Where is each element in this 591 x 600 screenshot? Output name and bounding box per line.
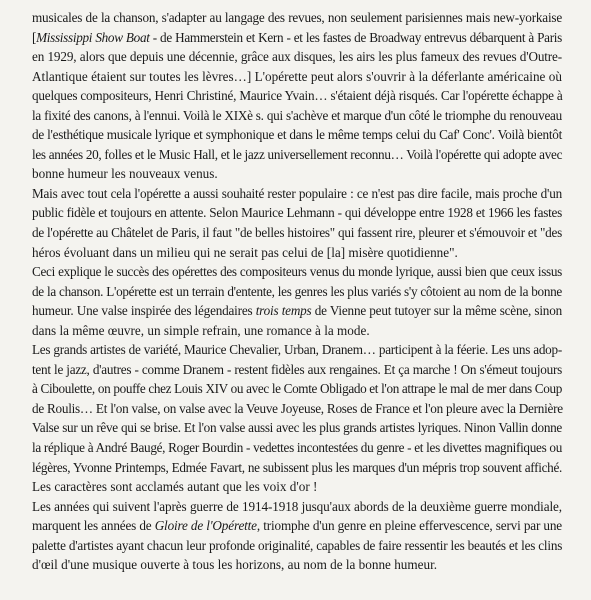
text-line: la fixité des canons, à l'ennui. Voilà le XIXè s. qui s'achève et marque d'un côté le triomphe du renouveau [32,107,562,123]
text-line: musicales de la chanson, s'adapter au langage des revues, non seulement parisiennes mais new-yorkaise [32,10,562,25]
text-line: tent le jazz, d'autres - comme Dranem - restent fidèles aux rengaines. Et ça marche ! On s'émeut toujours [32,361,562,377]
text-line: la réplique à André Baugé, Roger Bourdin - vedettes incontestées du genre - et les divettes magnifiques ou [32,440,562,456]
text-segment: marquent les années de [32,518,155,534]
text-line: d'œil d'une musique ouverte à tous les horizons, au nom de la bonne humeur. [32,557,438,573]
text-line: de Roulis… Et l'on valse, on valse avec la Veuve Joyeuse, Roses de France et l'on pleure avec la Dernière [32,400,563,416]
body-text [32,8,562,575]
text-line: de l'opérette au Châtelet de Paris, il faut "de belles histoires" qui fassent rire, pleurer et s'émouvoir et "des [32,225,562,241]
text-line: public fidèle et toujours en attente. Selon Maurice Lehmann - qui développe entre 1928 et 1966 les fastes [32,205,562,221]
text-line: à Ciboulette, on pouffe chez Louis XIV ou avec le Comte Obligado et l'on attrape le mal de mer dans Coup [32,381,562,397]
text-line: Les années qui suivent l'après guerre de 1914-1918 jusqu'aux abords de la deuxième guerre mondiale, [32,498,562,514]
italic-title: trois temps [255,303,312,319]
text-segment: humeur. Une valse inspirée des légendaires [32,303,256,319]
text-line: les années 20, folles et le Music Hall, et le jazz universellement reconnu… Voilà l'opérette qui adopte avec [32,146,563,162]
text-line: Les caractères sont acclamés autant que les voix d'or ! [32,479,318,495]
text-line: Mais avec tout cela l'opérette a aussi souhaité rester populaire : ce n'est pas dire facile, mais proche d'un [32,185,562,201]
text-line: héros évoluant dans un milieu qui ne serait pas celui de [la] misère quotidienne". [32,244,458,260]
text-line: bonne humeur les nouveaux venus. [32,166,218,182]
text-line [32,301,562,321]
text-segment: de Vienne peut tutoyer sur la même scène, sinon [311,303,562,319]
text-line [32,516,562,536]
text-line: légères, Yvonne Printemps, Edmée Favart, ne subissent plus les marques d'un mépris trop souvent affiché. [32,459,562,475]
text-line: dans la même œuvre, un simple refrain, une romance à la mode. [32,322,370,338]
text-line: de la chanson. L'opérette est un terrain d'entente, les genres les plus variés s'y côtoient au nom de la bonne [32,283,562,299]
text-line: Les grands artistes de variété, Maurice Chevalier, Urban, Dranem… participent à la féerie. Les uns adop- [32,342,562,358]
text-line [32,28,562,48]
text-line: de l'esthétique musicale lyrique et symphonique et dans le même temps celui du Caf' Conc'. Voilà bientôt [32,127,562,143]
text-segment: [ [32,29,37,45]
text-line: Valse sur un rêve qui se brise. Et l'on valse aussi avec les plus grands artistes lyriques. Ninon Vallin donne [32,420,562,436]
text-segment: , triomphe d'un genre en pleine effervescence, servi par une [256,518,562,534]
text-line: palette d'artistes ayant chacun leur profonde originalité, capables de faire ressentir les beautés et les clins [32,537,563,553]
text-line: quelques compositeurs, Henri Christiné, Maurice Yvain… s'étaient déjà risqués. Car l'opérette échappe à [32,88,563,104]
text-segment: - de Hammerstein et Kern - et les fastes de Broadway entrevus débarquent à Paris [149,29,562,45]
text-line: Atlantique étaient sur toutes les lèvres…] L'opérette peut alors s'ouvrir à la déferlante américaine où [32,68,562,84]
text-line: en 1929, alors que depuis une décennie, grâce aux disques, les airs les plus fameux des revues d'Outre- [32,49,562,65]
italic-title: Gloire de l'Opérette [154,518,257,534]
italic-title: Mississippi Show Boat [36,29,150,45]
text-line: Ceci explique le succès des opérettes des compositeurs venus du monde lyrique, aussi bien que ceux issus [32,264,562,280]
